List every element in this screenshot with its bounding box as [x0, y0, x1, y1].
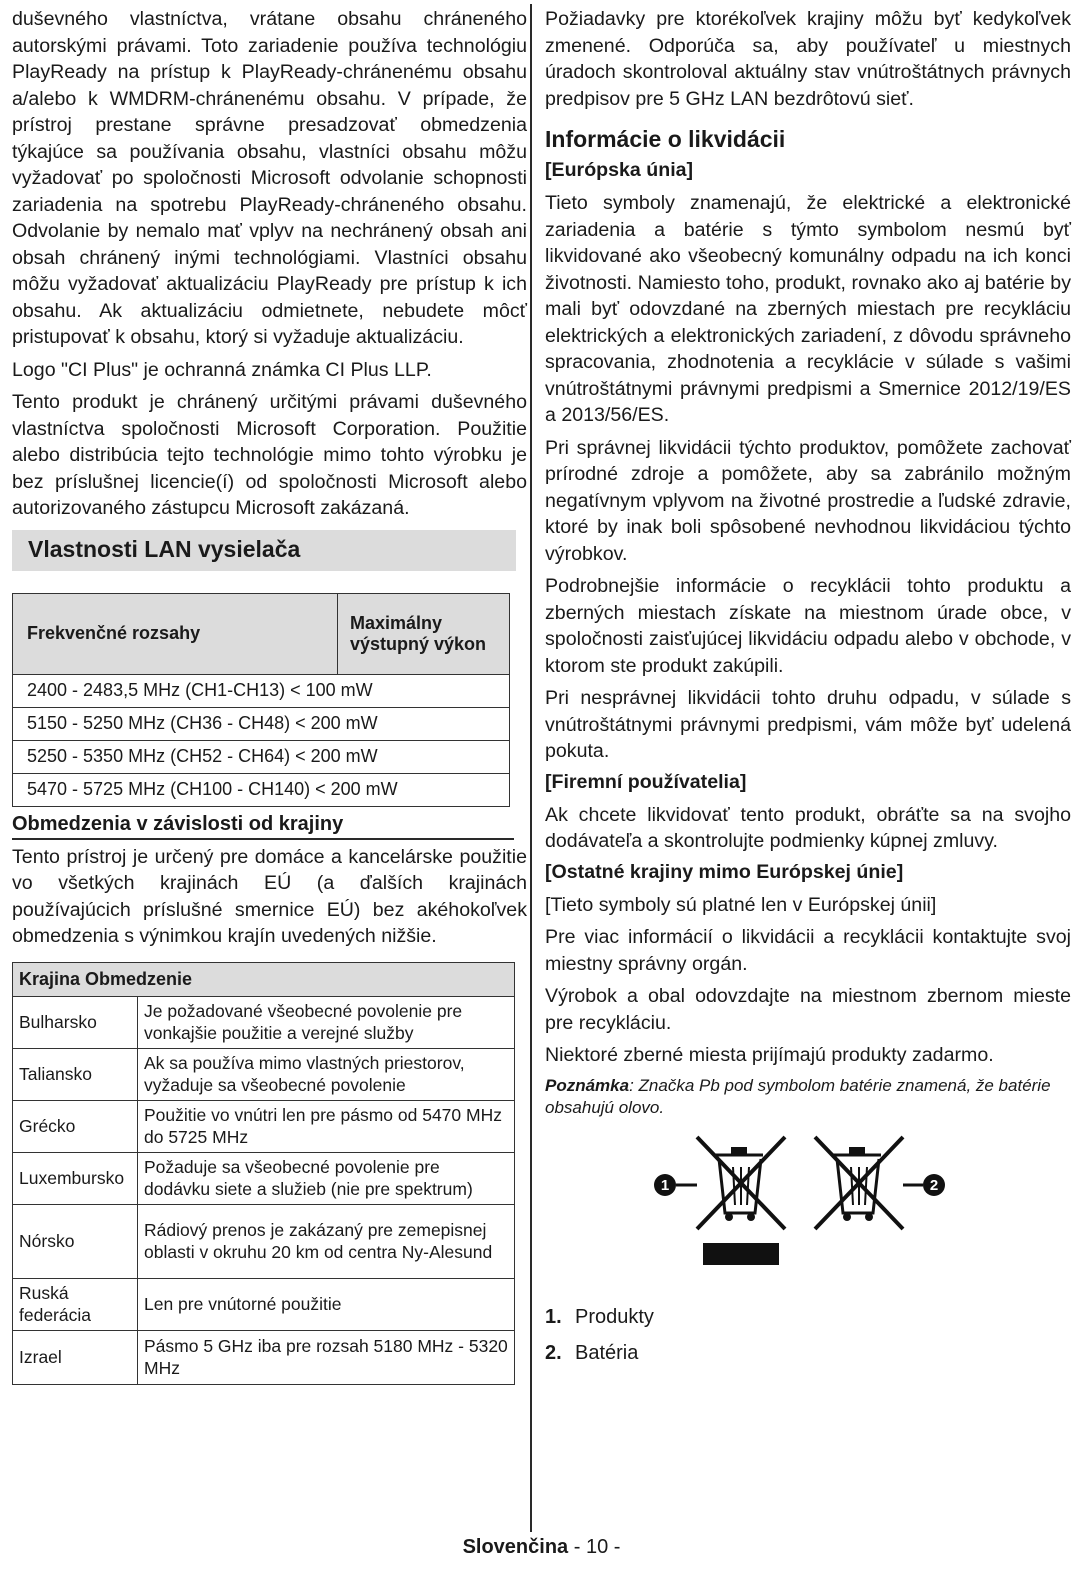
collection-point-paragraph: Výrobok a obal odovzdajte na miestnom zbernom mieste pre recykláciu.: [545, 985, 1071, 1034]
restriction-cell: Pásmo 5 GHz iba pre rozsah 5180 MHz - 5320 MHz: [138, 1330, 515, 1384]
right-column: [545, 6, 1071, 1371]
eu-heading: [Európska únia]: [545, 159, 694, 181]
frequency-row-1: 2400 - 2483,5 MHz (CH1-CH13) < 100 mW: [13, 674, 510, 707]
symbols-paragraph: Tieto symboly znamenajú, že elektrické a elektronické zariadenia a batérie s týmto symbolom nesmú byť likvidované ako všeobecný komunálny odpadu na ich konci životnosti. Namiesto toho, produkt, rovnako ako aj batérie by mali byť odovzdané na zberných miestach pre recykláciu elektrických a elektronických zariadení, z dôvodu správneho spracovania, zhodnotenia a recyklácie v súlade s vašimi vnútroštátnymi právnymi predpismi a Smernice 2012/19/ES a 2013/56/ES.: [545, 192, 1071, 426]
table-row: [13, 996, 515, 1048]
country-restrictions-heading: Obmedzenia v závislosti od krajiny: [12, 813, 514, 840]
restriction-cell: Je požadované všeobecné povolenie pre vonkajšie použitie a verejné služby: [138, 996, 515, 1048]
list-item-number: 2.: [545, 1341, 562, 1364]
table-row: [13, 1204, 515, 1278]
list-item-number: 1.: [545, 1305, 562, 1328]
table-row: [13, 1278, 515, 1330]
requirements-paragraph: Požiadavky pre ktorékoľvek krajiny môžu byť kedykoľvek zmenené. Odporúča sa, aby používateľ u miestnych úradoch skontroloval aktuálny stav vnútroštátnych právnych predpisov pre 5 GHz LAN bezdrôtovú sieť.: [545, 8, 1071, 110]
lan-frequency-table: [12, 593, 510, 807]
country-cell: Luxembursko: [13, 1152, 138, 1204]
country-table-header: Krajina Obmedzenie: [13, 962, 515, 996]
crossed-bin-product-icon: [697, 1137, 785, 1229]
marker-2-label: 2: [929, 1176, 939, 1194]
page-footer: [0, 1536, 1083, 1559]
microsoft-paragraph: Tento produkt je chránený určitými právami duševného vlastníctva spoločnosti Microsoft Corporation. Použitie alebo distribúcia tejto technológie mimo tohto výrobku je bez príslušnej licencie(í) od spoločnosti Microsoft alebo autorizovaného zástupcu Microsoft zakázaná.: [12, 391, 527, 519]
left-column: [12, 6, 527, 1385]
restriction-cell: Použitie vo vnútri len pre pásmo od 5470 MHz do 5725 MHz: [138, 1100, 515, 1152]
country-restrictions-table: [12, 962, 515, 1385]
recycling-info-paragraph: Podrobnejšie informácie o recyklácii tohto produktu a zberných miestach získate na miestnom úrade obce, v spoločnosti zaisťujúcej likvidáciu odpadu alebo v obchode, v ktorom ste produkt zakúpili.: [545, 575, 1071, 677]
penalty-paragraph: Pri nesprávnej likvidácii tohto druhu odpadu, v súlade s vnútroštátnymi právnymi predpismi, vám môže byť udelená pokuta.: [545, 687, 1071, 762]
country-cell: Ruská federácia: [13, 1278, 138, 1330]
crossed-bin-battery-icon: [815, 1137, 903, 1229]
restriction-cell: Rádiový prenos je zakázaný pre zemepisnej oblasti v okruhu 20 km od centra Ny-Alesund: [138, 1204, 515, 1278]
disposal-heading: Informácie o likvidácii: [545, 126, 786, 152]
playready-paragraph: duševného vlastníctva, vrátane obsahu chráneného autorskými právami. Toto zariadenie používa technológiu PlayReady na prístup k PlayReady-chránenému obsahu a/alebo k WMDRM-chránenému obsahu. V prípade, že prístroj prestane správne presadzovať obmedzenia týkajúce sa používania obsahu, vlastníci obsahu môžu vyžadovať po spoločnosti Microsoft odvolanie schopnosti zariadenia na spotrebu PlayReady-chráneného obsahu. Odvolanie by nemalo mať vplyv na nechránený obsah ani obsah chránený inými technológiami. Vlastníci obsahu môžu vyžadovať aktualizáciu PlayReady pre prístup k ich obsahu. Ak aktualizáciu odmietnete, nebudete môcť pristupovať k obsahu, ktorý si vyžaduje aktualizáciu.: [12, 8, 527, 348]
table-row: [13, 707, 510, 740]
frequency-row-3: 5250 - 5350 MHz (CH52 - CH64) < 200 mW: [13, 740, 510, 773]
list-item: [545, 1335, 1071, 1371]
country-cell: Nórsko: [13, 1204, 138, 1278]
table-row: [13, 1100, 515, 1152]
restriction-cell: Len pre vnútorné použitie: [138, 1278, 515, 1330]
table-header-row: [13, 593, 510, 674]
note-text: : Značka Pb pod symbolom batérie znamená, že batérie obsahujú olovo.: [545, 1075, 1051, 1117]
symbol-legend-list: [545, 1299, 1071, 1371]
list-item: [545, 1299, 1071, 1335]
proper-disposal-paragraph: Pri správnej likvidácii týchto produktov, pomôžete zachovať prírodné zdroje a pomôžete, aby sa zabránilo možným negatívnym vplyvom na životné prostredie a ľudské zdravie, ktoré by inak boli spôsobené nevhodnou likvidáciou týchto výrobkov.: [545, 436, 1071, 565]
crossed-bin-icons: [545, 1133, 1071, 1283]
table-header-row: [13, 962, 515, 996]
restriction-cell: Požaduje sa všeobecné povolenie pre dodávku siete a služieb (nie pre spektrum): [138, 1152, 515, 1204]
footer-page-number: - 10 -: [568, 1536, 621, 1558]
table-row: [13, 674, 510, 707]
table-row: [13, 1330, 515, 1384]
note-label: Poznámka: [545, 1075, 630, 1095]
business-users-heading: [Firemní používatelia]: [545, 770, 747, 793]
restriction-cell: Ak sa používa mimo vlastných priestorov, vyžaduje sa všeobecné povolenie: [138, 1048, 515, 1100]
country-cell: Izrael: [13, 1330, 138, 1384]
country-restrictions-text: Tento prístroj je určený pre domáce a kancelárske použitie vo všetkých krajinách EÚ (a ďalších krajinách používajúcich príslušné smernice EÚ) bez akéhokoľvek obmedzenia s výnimkou krajín uvedených nižšie.: [12, 845, 527, 947]
business-users-paragraph: Ak chcete likvidovať tento produkt, obráťte sa na svojho dodávateľa a skontrolujte podmienky kúpnej zmluvy.: [545, 803, 1071, 852]
table-row: [13, 1048, 515, 1100]
non-eu-heading: [Ostatné krajiny mimo Európskej únie]: [545, 860, 904, 883]
frequency-row-4: 5470 - 5725 MHz (CH100 - CH140) < 200 mW: [13, 773, 510, 806]
frequency-row-2: 5150 - 5250 MHz (CH36 - CH48) < 200 mW: [13, 707, 510, 740]
note: [545, 1075, 1071, 1119]
free-collection-paragraph: Niektoré zberné miesta prijímajú produkty zadarmo.: [545, 1044, 994, 1066]
column-divider: [530, 4, 532, 1532]
country-cell: Bulharsko: [13, 996, 138, 1048]
frequency-column-header: Frekvenčné rozsahy: [13, 593, 338, 674]
country-cell: Taliansko: [13, 1048, 138, 1100]
lan-section-heading: Vlastnosti LAN vysielača: [12, 530, 516, 571]
list-item-label: Produkty: [575, 1305, 654, 1328]
marker-1-label: 1: [660, 1176, 670, 1194]
weee-symbols: [545, 1133, 1071, 1283]
contact-authority-paragraph: Pre viac informácií o likvidácii a recyklácii kontaktujte svoj miestny správny orgán.: [545, 926, 1071, 975]
list-item-label: Batéria: [575, 1341, 639, 1364]
footer-language: Slovenčina: [462, 1536, 569, 1558]
table-row: [13, 1152, 515, 1204]
table-row: [13, 773, 510, 806]
power-column-header: Maximálny výstupný výkon: [338, 593, 510, 674]
country-cell: Grécko: [13, 1100, 138, 1152]
ci-plus-paragraph: Logo "CI Plus" je ochranná známka CI Plus LLP.: [12, 358, 432, 381]
eu-only-paragraph: [Tieto symboly sú platné len v Európskej únii]: [545, 893, 937, 916]
table-row: [13, 740, 510, 773]
bar-symbol: [703, 1243, 779, 1265]
